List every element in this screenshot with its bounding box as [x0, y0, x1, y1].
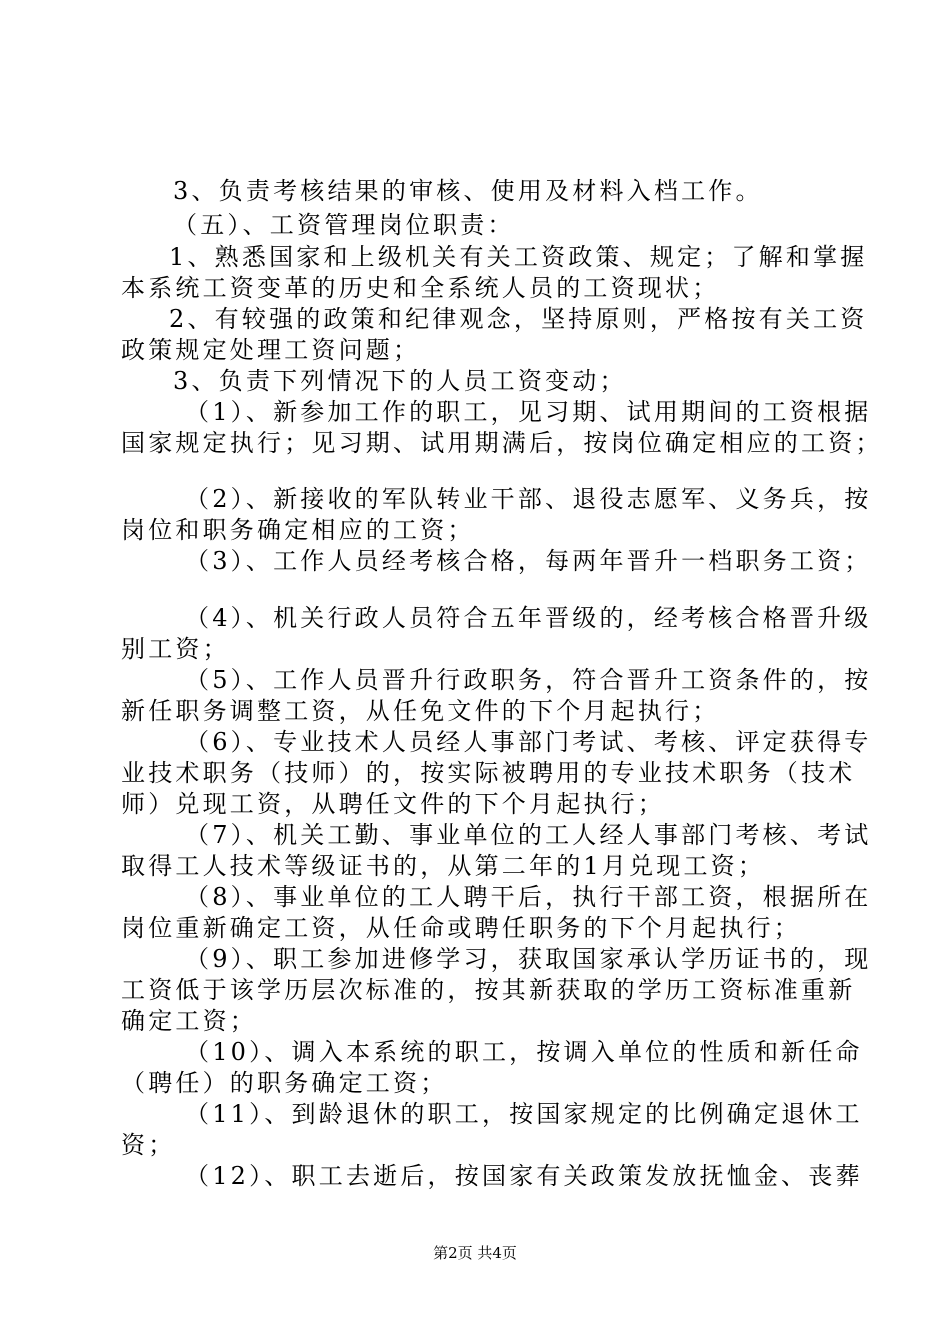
- paragraph-line: 新任职务调整工资，从任免文件的下个月起执行；: [121, 697, 720, 725]
- paragraph-line: 政策规定处理工资问题；: [121, 336, 421, 364]
- paragraph-line: （11）、到龄退休的职工，按国家规定的比例确定退休工: [185, 1100, 863, 1128]
- paragraph-line: （2）、新接收的军队转业干部、退役志愿军、义务兵，按: [185, 485, 872, 513]
- paragraph-line: （4）、机关行政人员符合五年晋级的，经考核合格晋升级: [185, 604, 872, 632]
- paragraph-line: 岗位重新确定工资，从任命或聘任职务的下个月起执行；: [121, 914, 801, 942]
- section-heading: （五）、工资管理岗位职责：: [173, 211, 515, 239]
- paragraph-line: 工资低于该学历层次标准的，按其新获取的学历工资标准重新: [121, 976, 856, 1004]
- paragraph-line: 师）兑现工资，从聘任文件的下个月起执行；: [121, 790, 665, 818]
- paragraph-line: （12）、职工去逝后，按国家有关政策发放抚恤金、丧葬: [185, 1162, 863, 1190]
- paragraph-line: 业技术职务（技师）的，按实际被聘用的专业技术职务（技术: [121, 759, 856, 787]
- paragraph-line: 取得工人技术等级证书的，从第二年的1月兑现工资；: [121, 852, 766, 880]
- paragraph-line: 岗位和职务确定相应的工资；: [121, 516, 475, 544]
- paragraph-line: （聘任）的职务确定工资；: [121, 1069, 448, 1097]
- paragraph-line: 别工资；: [121, 635, 230, 663]
- paragraph-line: 2、有较强的政策和纪律观念，坚持原则，严格按有关工资: [169, 305, 868, 333]
- page-footer: 第2页 共4页: [433, 1244, 517, 1262]
- paragraph-line: 确定工资；: [121, 1007, 257, 1035]
- paragraph-line: （1）、新参加工作的职工，见习期、试用期间的工资根据: [185, 398, 872, 426]
- paragraph-line: 1、熟悉国家和上级机关有关工资政策、规定；了解和掌握: [169, 243, 868, 271]
- paragraph-line: （8）、事业单位的工人聘干后，执行干部工资，根据所在: [185, 883, 872, 911]
- paragraph-line: 3、负责考核结果的审核、使用及材料入档工作。: [173, 177, 763, 205]
- paragraph-line: （3）、工作人员经考核合格，每两年晋升一档职务工资；: [185, 547, 872, 575]
- paragraph-line: 本系统工资变革的历史和全系统人员的工资现状；: [121, 274, 720, 302]
- paragraph-line: （7）、机关工勤、事业单位的工人经人事部门考核、考试: [185, 821, 872, 849]
- paragraph-line: （5）、工作人员晋升行政职务，符合晋升工资条件的，按: [185, 666, 872, 694]
- paragraph-line: 3、负责下列情况下的人员工资变动；: [173, 367, 627, 395]
- paragraph-line: （10）、调入本系统的职工，按调入单位的性质和新任命: [185, 1038, 863, 1066]
- paragraph-line: （6）、专业技术人员经人事部门考试、考核、评定获得专: [185, 728, 872, 756]
- paragraph-line: 国家规定执行；见习期、试用期满后，按岗位确定相应的工资；: [121, 429, 883, 457]
- paragraph-line: （9）、职工参加进修学习，获取国家承认学历证书的，现: [185, 945, 872, 973]
- paragraph-line: 资；: [121, 1131, 176, 1159]
